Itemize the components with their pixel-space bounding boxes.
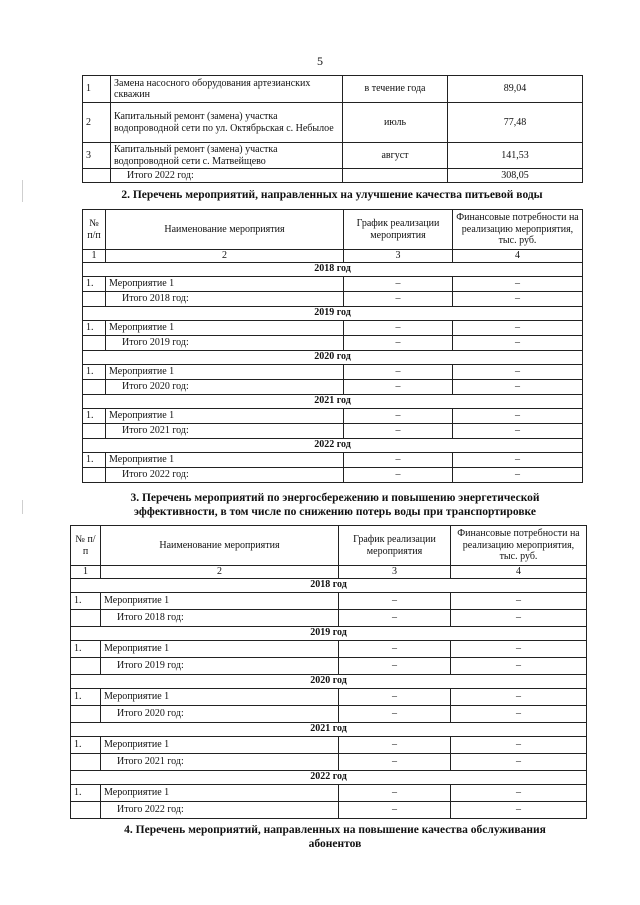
row-finance: – bbox=[451, 688, 587, 705]
row-name: Мероприятие 1 bbox=[101, 736, 339, 753]
row-name: Замена насосного оборудования артезианских скважин bbox=[111, 76, 343, 103]
section-3-title bbox=[70, 491, 600, 520]
row-number: 1. bbox=[83, 320, 106, 335]
row-schedule: – bbox=[344, 408, 453, 423]
table-row bbox=[71, 640, 587, 657]
year-row bbox=[83, 350, 583, 364]
total-row bbox=[83, 291, 583, 306]
total-finance: – bbox=[451, 753, 587, 770]
total-row bbox=[71, 801, 587, 818]
header-name: Наименование мероприятия bbox=[101, 526, 339, 566]
total-finance: – bbox=[453, 423, 583, 438]
total-finance: – bbox=[453, 379, 583, 394]
column-index: 3 bbox=[344, 250, 453, 263]
column-index: 3 bbox=[339, 566, 451, 579]
row-schedule: – bbox=[344, 364, 453, 379]
table-row bbox=[71, 592, 587, 609]
table-row bbox=[83, 143, 583, 169]
row-number: 1. bbox=[83, 452, 106, 467]
total-label: Итого 2021 год: bbox=[106, 423, 344, 438]
total-schedule: – bbox=[344, 423, 453, 438]
total-schedule: – bbox=[339, 753, 451, 770]
year-label: 2019 год bbox=[71, 626, 587, 640]
row-number: 3 bbox=[83, 143, 111, 169]
total-label: Итого 2022 год: bbox=[106, 467, 344, 482]
total-row bbox=[83, 423, 583, 438]
table-row bbox=[83, 320, 583, 335]
year-row bbox=[83, 306, 583, 320]
total-label: Итого 2020 год: bbox=[106, 379, 344, 394]
year-row bbox=[71, 770, 587, 784]
page-number: 5 bbox=[317, 54, 323, 68]
total-value: 308,05 bbox=[448, 169, 583, 183]
total-row bbox=[71, 753, 587, 770]
table-row bbox=[83, 276, 583, 291]
section-4-title-line-1: 4. Перечень мероприятий, направленных на повышение качества обслуживания bbox=[124, 824, 546, 836]
row-number: 1. bbox=[83, 364, 106, 379]
total-schedule: – bbox=[344, 379, 453, 394]
year-row bbox=[83, 438, 583, 452]
total-row bbox=[83, 467, 583, 482]
section-2-title: 2. Перечень мероприятий, направленных на улучшение качества питьевой воды bbox=[121, 189, 543, 201]
column-index: 2 bbox=[101, 566, 339, 579]
header-number: № п/п bbox=[71, 526, 101, 566]
row-amount: 141,53 bbox=[448, 143, 583, 169]
total-schedule: – bbox=[339, 657, 451, 674]
header-schedule: График реализации мероприятия bbox=[344, 210, 453, 250]
column-index: 4 bbox=[451, 566, 587, 579]
row-finance: – bbox=[451, 784, 587, 801]
year-label: 2022 год bbox=[83, 438, 583, 452]
column-index: 2 bbox=[106, 250, 344, 263]
row-schedule: – bbox=[344, 276, 453, 291]
total-finance: – bbox=[451, 801, 587, 818]
year-label: 2019 год bbox=[83, 306, 583, 320]
row-number: 1. bbox=[83, 408, 106, 423]
row-number: 1 bbox=[83, 76, 111, 103]
total-finance: – bbox=[453, 467, 583, 482]
row-amount: 89,04 bbox=[448, 76, 583, 103]
total-schedule: – bbox=[339, 801, 451, 818]
total-finance: – bbox=[451, 657, 587, 674]
row-name: Мероприятие 1 bbox=[106, 276, 344, 291]
year-row bbox=[71, 578, 587, 592]
row-name: Мероприятие 1 bbox=[101, 688, 339, 705]
total-finance: – bbox=[451, 705, 587, 722]
total-schedule: – bbox=[344, 467, 453, 482]
table-header bbox=[83, 210, 583, 250]
row-period: август bbox=[343, 143, 448, 169]
row-schedule: – bbox=[339, 736, 451, 753]
total-row bbox=[83, 335, 583, 350]
row-number: 1. bbox=[71, 688, 101, 705]
row-name: Мероприятие 1 bbox=[106, 320, 344, 335]
row-name: Мероприятие 1 bbox=[101, 592, 339, 609]
table-row bbox=[83, 452, 583, 467]
table-row bbox=[83, 103, 583, 143]
column-index-row bbox=[71, 566, 587, 579]
row-number: 1. bbox=[71, 784, 101, 801]
total-label: Итого 2022 год: bbox=[111, 169, 343, 183]
row-schedule: – bbox=[339, 640, 451, 657]
table-row bbox=[71, 784, 587, 801]
total-label: Итого 2020 год: bbox=[101, 705, 339, 722]
year-label: 2018 год bbox=[83, 262, 583, 276]
table-investment-continuation bbox=[82, 75, 583, 183]
row-name: Мероприятие 1 bbox=[106, 452, 344, 467]
margin-mark bbox=[22, 500, 23, 514]
row-period: в течение года bbox=[343, 76, 448, 103]
total-finance: – bbox=[453, 335, 583, 350]
header-finance: Финансовые потребности на реализацию мероприятия, тыс. руб. bbox=[451, 526, 587, 566]
row-name: Мероприятие 1 bbox=[106, 408, 344, 423]
total-row bbox=[83, 379, 583, 394]
column-index: 1 bbox=[83, 250, 106, 263]
row-finance: – bbox=[453, 320, 583, 335]
year-label: 2020 год bbox=[71, 674, 587, 688]
year-row bbox=[83, 262, 583, 276]
row-number: 1. bbox=[71, 592, 101, 609]
column-index: 1 bbox=[71, 566, 101, 579]
table-row bbox=[83, 76, 583, 103]
table-section-3 bbox=[70, 525, 587, 819]
row-schedule: – bbox=[339, 592, 451, 609]
row-name: Мероприятие 1 bbox=[106, 364, 344, 379]
row-name: Мероприятие 1 bbox=[101, 640, 339, 657]
year-row bbox=[71, 722, 587, 736]
row-period: июль bbox=[343, 103, 448, 143]
year-row bbox=[83, 394, 583, 408]
total-schedule: – bbox=[339, 705, 451, 722]
year-label: 2018 год bbox=[71, 578, 587, 592]
margin-mark bbox=[22, 180, 23, 202]
column-index: 4 bbox=[453, 250, 583, 263]
table-row bbox=[83, 364, 583, 379]
row-finance: – bbox=[453, 408, 583, 423]
row-finance: – bbox=[453, 364, 583, 379]
row-number: 1. bbox=[83, 276, 106, 291]
total-row bbox=[71, 705, 587, 722]
row-name: Мероприятие 1 bbox=[101, 784, 339, 801]
year-label: 2021 год bbox=[83, 394, 583, 408]
table-section-2 bbox=[82, 209, 583, 483]
header-number: № п/п bbox=[83, 210, 106, 250]
row-schedule: – bbox=[344, 452, 453, 467]
section-4-title-line-2: абонентов bbox=[308, 838, 362, 851]
header-schedule: График реализации мероприятия bbox=[339, 526, 451, 566]
header-name: Наименование мероприятия bbox=[106, 210, 344, 250]
total-label: Итого 2018 год: bbox=[101, 609, 339, 626]
year-label: 2022 год bbox=[71, 770, 587, 784]
row-schedule: – bbox=[344, 320, 453, 335]
row-schedule: – bbox=[339, 688, 451, 705]
row-finance: – bbox=[451, 640, 587, 657]
year-label: 2021 год bbox=[71, 722, 587, 736]
total-row bbox=[83, 169, 583, 183]
row-finance: – bbox=[451, 592, 587, 609]
total-label: Итого 2018 год: bbox=[106, 291, 344, 306]
total-row bbox=[71, 609, 587, 626]
row-schedule: – bbox=[339, 784, 451, 801]
column-index-row bbox=[83, 250, 583, 263]
row-finance: – bbox=[453, 276, 583, 291]
total-finance: – bbox=[453, 291, 583, 306]
total-label: Итого 2022 год: bbox=[101, 801, 339, 818]
year-row bbox=[71, 674, 587, 688]
total-label: Итого 2021 год: bbox=[101, 753, 339, 770]
row-number: 1. bbox=[71, 736, 101, 753]
table-row bbox=[83, 408, 583, 423]
section-4-title bbox=[70, 823, 600, 852]
section-3-title-line-2: эффективности, в том числе по снижению потерь воды при транспортировке bbox=[134, 506, 536, 519]
table-row bbox=[71, 688, 587, 705]
year-label: 2020 год bbox=[83, 350, 583, 364]
year-row bbox=[71, 626, 587, 640]
row-amount: 77,48 bbox=[448, 103, 583, 143]
total-schedule: – bbox=[344, 291, 453, 306]
total-label: Итого 2019 год: bbox=[101, 657, 339, 674]
row-number: 2 bbox=[83, 103, 111, 143]
total-row bbox=[71, 657, 587, 674]
row-finance: – bbox=[451, 736, 587, 753]
row-name: Капитальный ремонт (замена) участка водопроводной сети по ул. Октябрьская с. Небылое bbox=[111, 103, 343, 143]
header-finance: Финансовые потребности на реализацию мероприятия, тыс. руб. bbox=[453, 210, 583, 250]
total-schedule: – bbox=[339, 609, 451, 626]
section-3-title-line-1: 3. Перечень мероприятий по энергосбережению и повышению энергетической bbox=[130, 492, 540, 504]
table-row bbox=[71, 736, 587, 753]
total-finance: – bbox=[451, 609, 587, 626]
total-label: Итого 2019 год: bbox=[106, 335, 344, 350]
table-header bbox=[71, 526, 587, 566]
row-name: Капитальный ремонт (замена) участка водопроводной сети с. Матвейщево bbox=[111, 143, 343, 169]
row-number: 1. bbox=[71, 640, 101, 657]
row-finance: – bbox=[453, 452, 583, 467]
total-schedule: – bbox=[344, 335, 453, 350]
